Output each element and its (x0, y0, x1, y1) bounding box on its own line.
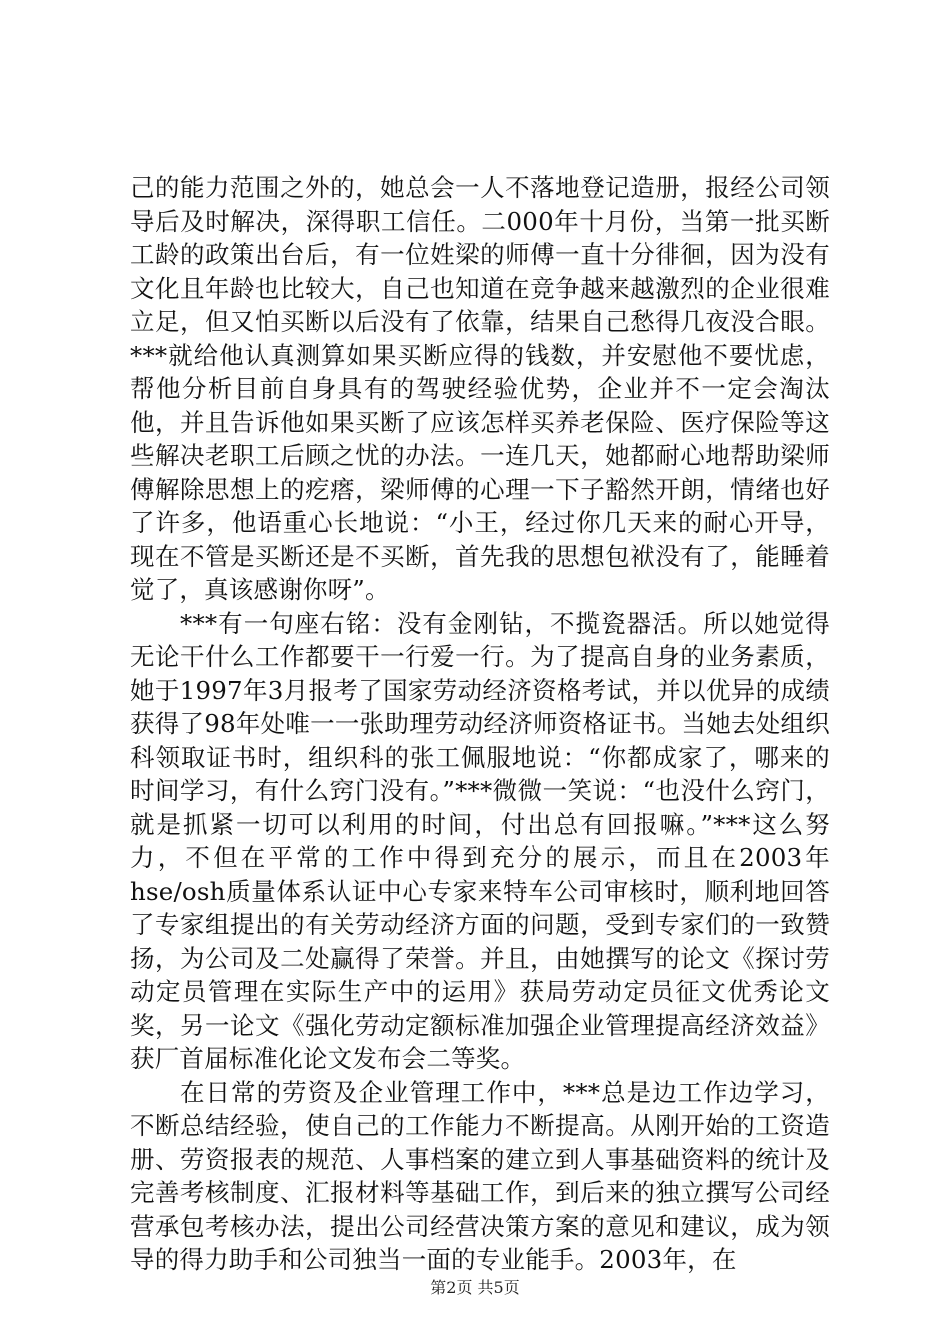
paragraph-3: 在日常的劳资及企业管理工作中，***总是边工作边学习，不断总结经验，使自己的工作能力不断提高。从刚开始的工资造册、劳资报表的规范、人事档案的建立到人事基础资料的统计及完善考核制度、汇报材料等基础工作，到后来的独立撰写公司经营承包考核办法，提出公司经营决策方案的意见和建议，成为领导的得力助手和公司独当一面的专业能手。2003年，在 (130, 1077, 830, 1274)
page-number-footer: 第2页 共5页 (430, 1278, 520, 1297)
paragraph-2: ***有一句座右铭：没有金刚钻，不揽瓷器活。所以她觉得无论干什么工作都要干一行爱一行。为了提高自身的业务素质，她于1997年3月报考了国家劳动经济资格考试，并以优异的成绩获得了98年处唯一一张助理劳动经济师资格证书。当她去处组织科领取证书时，组织科的张工佩服地说：“你都成家了，哪来的时间学习，有什么窍门没有。”***微微一笑说：“也没什么窍门，就是抓紧一切可以利用的时间，付出总有回报嘛。”***这么努力，不但在平常的工作中得到充分的展示，而且在2003年hse/osh质量体系认证中心专家来特车公司审核时，顺利地回答了专家组提出的有关劳动经济方面的问题，受到专家们的一致赞扬，为公司及二处赢得了荣誉。并且，由她撰写的论文《探讨劳动定员管理在实际生产中的运用》获局劳动定员征文优秀论文奖，另一论文《强化劳动定额标准加强企业管理提高经济效益》获厂首届标准化论文发布会二等奖。 (130, 608, 830, 1073)
document-body (130, 171, 830, 1277)
paragraph-1: 己的能力范围之外的，她总会一人不落地登记造册，报经公司领导后及时解决，深得职工信任。二000年十月份，当第一批买断工龄的政策出台后，有一位姓梁的师傅一直十分徘徊，因为没有文化且年龄也比较大，自己也知道在竞争越来越激烈的企业很难立足，但又怕买断以后没有了依靠，结果自己愁得几夜没合眼。***就给他认真测算如果买断应得的钱数，并安慰他不要忧虑，帮他分析目前自身具有的驾驶经验优势，企业并不一定会淘汰他，并且告诉他如果买断了应该怎样买养老保险、医疗保险等这些解决老职工后顾之忧的办法。一连几天，她都耐心地帮助梁师傅解除思想上的疙瘩，梁师傅的心理一下子豁然开朗，情绪也好了许多，他语重心长地说：“小王，经过你几天来的耐心开导，现在不管是买断还是不买断，首先我的思想包袱没有了，能睡着觉了，真该感谢你呀”。 (130, 173, 830, 604)
